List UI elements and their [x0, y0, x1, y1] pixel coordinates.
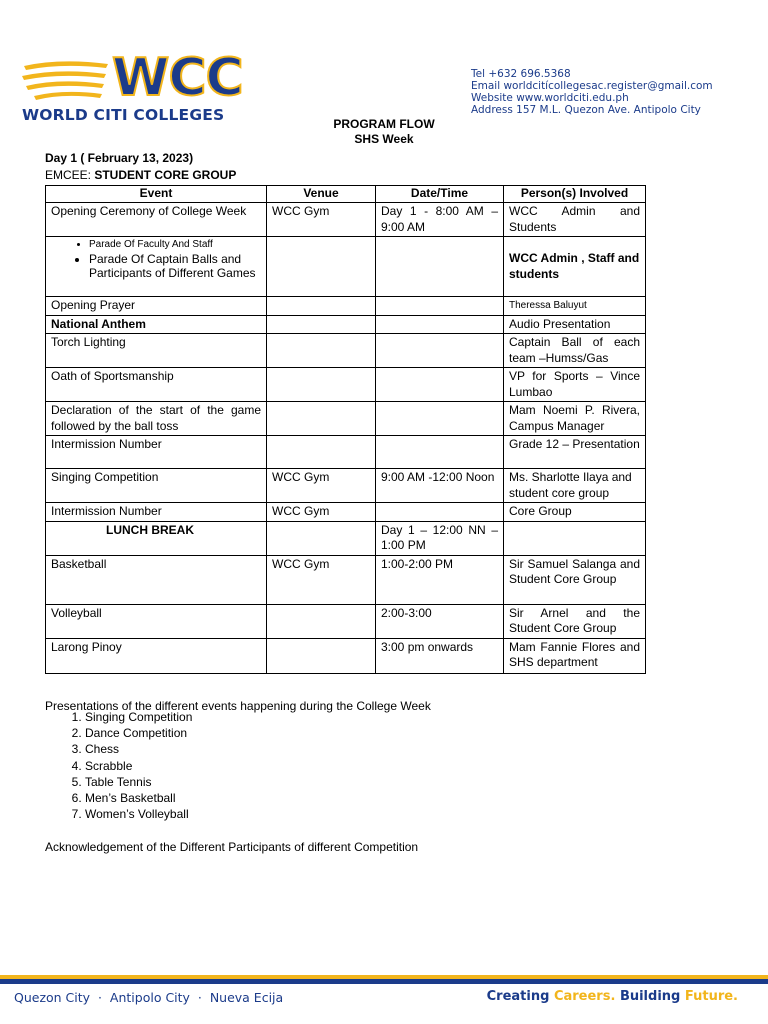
tagline-part: Creating — [486, 989, 554, 1004]
cell-venue — [267, 402, 376, 436]
cell-datetime — [376, 402, 504, 436]
cell-venue — [267, 237, 376, 297]
emcee-label: EMCEE: — [45, 168, 95, 182]
cell-persons: Ms. Sharlotte Ilaya and student core group — [504, 469, 646, 503]
cell-datetime: Day 1 – 12:00 NN – 1:00 PM — [376, 521, 504, 555]
header-persons: Person(s) Involved — [504, 186, 646, 203]
cell-event: Larong Pinoy — [46, 638, 267, 673]
contact-tel: Tel +632 696.5368 — [471, 68, 571, 80]
cell-venue — [267, 368, 376, 402]
acknowledgement-text: Acknowledgement of the Different Participants of different Competition — [45, 840, 419, 854]
cell-venue: WCC Gym — [267, 203, 376, 237]
cell-datetime — [376, 368, 504, 402]
contact-email: Email worldcitícollegesac.register@gmail.com — [471, 80, 713, 92]
table-row — [46, 638, 646, 673]
table-row — [46, 555, 646, 604]
cell-event: Intermission Number — [46, 436, 267, 469]
contact-address: Address 157 M.L. Quezon Ave. Antipolo City — [471, 104, 701, 116]
tagline-part: Careers. — [553, 989, 620, 1004]
tagline-part: Future. — [684, 989, 738, 1004]
college-logo — [20, 48, 243, 126]
list-item: 3. Chess — [85, 741, 192, 757]
cell-datetime: 1:00-2:00 PM — [376, 555, 504, 604]
cell-venue: WCC Gym — [267, 503, 376, 522]
cell-datetime — [376, 503, 504, 522]
presentations-intro: Presentations of the different events happening during the College Week — [45, 699, 431, 713]
list-item: • Parade Of Faculty And Staff — [89, 238, 261, 252]
logo-subtitle: WORLD CITI COLLEGES — [22, 106, 225, 124]
cell-venue — [267, 604, 376, 638]
cell-persons: Core Group — [504, 503, 646, 522]
cell-persons — [504, 521, 646, 555]
cell-venue — [267, 638, 376, 673]
events-list — [45, 709, 192, 822]
cell-event — [46, 237, 267, 297]
cell-event: Opening Prayer — [46, 297, 267, 316]
cell-persons: Theressa Baluyut — [504, 297, 646, 316]
logo-wordmark: WCC — [112, 48, 243, 108]
table-row — [46, 297, 646, 316]
cell-venue: WCC Gym — [267, 469, 376, 503]
cell-persons: Audio Presentation — [504, 315, 646, 334]
cell-datetime: Day 1 - 8:00 AM – 9:00 AM — [376, 203, 504, 237]
table-row — [46, 604, 646, 638]
cell-venue — [267, 521, 376, 555]
header-venue: Venue — [267, 186, 376, 203]
table-row — [46, 503, 646, 522]
header-event: Event — [46, 186, 267, 203]
emcee-line — [45, 168, 236, 182]
cell-event: National Anthem — [46, 315, 267, 334]
bullet-list — [51, 238, 261, 280]
cell-datetime — [376, 315, 504, 334]
table-row — [46, 203, 646, 237]
cell-event: Singing Competition — [46, 469, 267, 503]
table-row — [46, 521, 646, 555]
cell-datetime — [376, 297, 504, 316]
cell-datetime — [376, 436, 504, 469]
cell-venue: WCC Gym — [267, 555, 376, 604]
cell-event: Opening Ceremony of College Week — [46, 203, 267, 237]
emcee-value: STUDENT CORE GROUP — [94, 168, 237, 182]
document-subtitle: SHS Week — [354, 132, 414, 146]
cell-datetime: 2:00-3:00 — [376, 604, 504, 638]
table-row — [46, 315, 646, 334]
list-item: • Parade Of Captain Balls and Participants of Different Games — [89, 252, 261, 280]
cell-event: LUNCH BREAK — [46, 521, 267, 555]
cell-persons: Sir Samuel Salanga and Student Core Group — [504, 555, 646, 604]
cell-persons: VP for Sports – Vince Lumbao — [504, 368, 646, 402]
cell-persons: WCC Admin and Students — [504, 203, 646, 237]
cell-persons: Mam Noemi P. Rivera, Campus Manager — [504, 402, 646, 436]
cell-event: Oath of Sportsmanship — [46, 368, 267, 402]
table-row — [46, 402, 646, 436]
cell-event: Volleyball — [46, 604, 267, 638]
cell-persons: Grade 12 – Presentation — [504, 436, 646, 469]
list-item: 4. Scrabble — [85, 758, 192, 774]
cell-persons: Sir Arnel and the Student Core Group — [504, 604, 646, 638]
cell-venue — [267, 297, 376, 316]
footer-tagline — [487, 989, 738, 1004]
list-item: 1. Singing Competition — [85, 709, 192, 725]
cell-persons: WCC Admin , Staff and students — [504, 237, 646, 297]
cell-datetime — [376, 334, 504, 368]
cell-datetime — [376, 237, 504, 297]
cell-persons: Captain Ball of each team –Humss/Gas — [504, 334, 646, 368]
tagline-part: Building — [619, 989, 685, 1004]
document-title-block — [0, 117, 768, 147]
table-row — [46, 436, 646, 469]
table-row — [46, 334, 646, 368]
cell-event: Torch Lighting — [46, 334, 267, 368]
contact-website: Website www.worldciti.edu.ph — [471, 92, 629, 104]
cell-datetime: 3:00 pm onwards — [376, 638, 504, 673]
footer-locations: Quezon City · Antipolo City · Nueva Ecija — [14, 990, 284, 1005]
program-table — [45, 185, 646, 674]
table-header-row — [46, 186, 646, 203]
cell-venue — [267, 334, 376, 368]
footer-divider — [0, 975, 768, 985]
list-item: 6. Men’s Basketball — [85, 790, 192, 806]
cell-event: Intermission Number — [46, 503, 267, 522]
table-row — [46, 237, 646, 297]
cell-venue — [267, 315, 376, 334]
table-row — [46, 368, 646, 402]
list-item: 2. Dance Competition — [85, 725, 192, 741]
list-item: 5. Table Tennis — [85, 774, 192, 790]
swoosh-logo-icon — [20, 56, 110, 106]
list-item: 7. Women’s Volleyball — [85, 806, 192, 822]
contact-info — [471, 68, 713, 116]
cell-event: Basketball — [46, 555, 267, 604]
cell-event: Declaration of the start of the game followed by the ball toss — [46, 402, 267, 436]
day-heading: Day 1 ( February 13, 2023) — [45, 151, 194, 165]
document-title: PROGRAM FLOW — [333, 117, 435, 131]
cell-venue — [267, 436, 376, 469]
cell-datetime: 9:00 AM -12:00 Noon — [376, 469, 504, 503]
cell-persons: Mam Fannie Flores and SHS department — [504, 638, 646, 673]
table-row — [46, 469, 646, 503]
header-datetime: Date/Time — [376, 186, 504, 203]
